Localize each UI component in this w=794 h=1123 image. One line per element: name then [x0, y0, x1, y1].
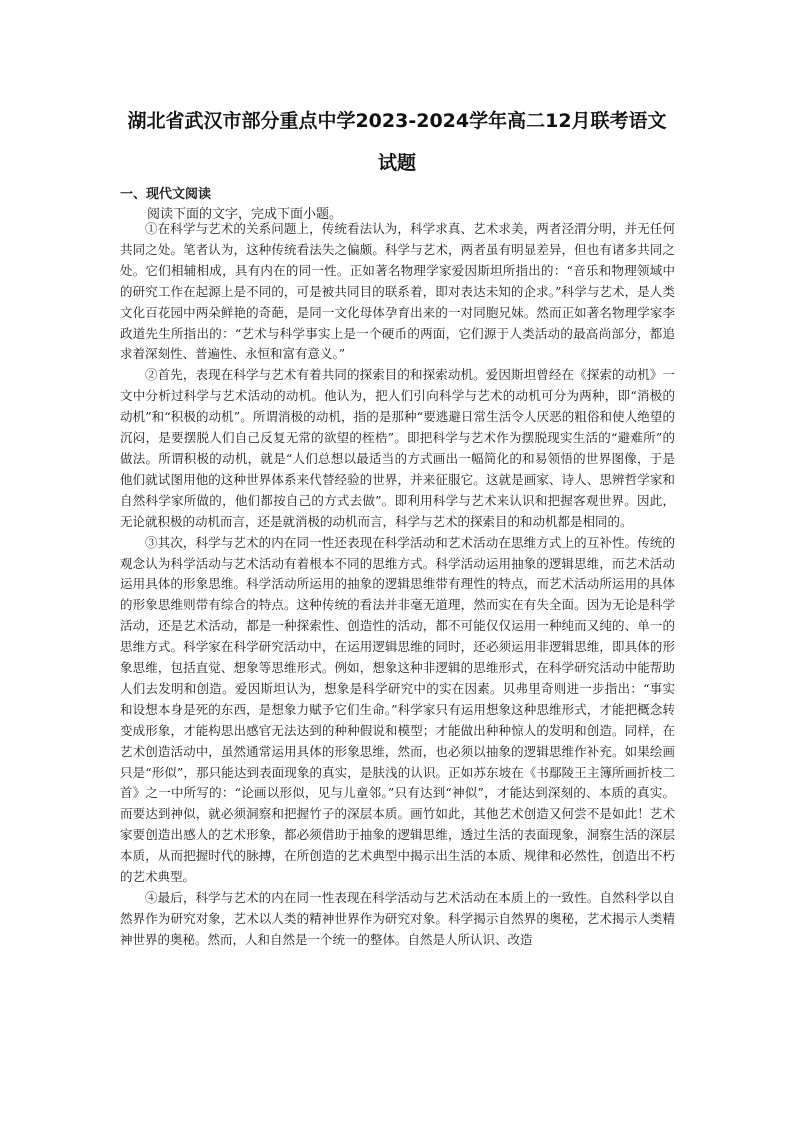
article-body — [120, 219, 675, 951]
paragraph-4: ④最后，科学与艺术的内在同一性表现在科学活动与艺术活动在本质上的一致性。自然科学以自然界作为研究对象，艺术以人类的精神世界作为研究对象。科学揭示自然界的奥秘，艺术揭示人类精神世界的奥秘。然而，人和自然是一个统一的整体。自然是人所认识、改造 — [120, 890, 675, 947]
paragraph-3: ③其次，科学与艺术的内在同一性还表现在科学活动和艺术活动在思维方式上的互补性。传统的观念认为科学活动与艺术活动有着根本不同的思维方式。科学活动运用抽象的逻辑思维，而艺术活动运用具体的形象思维。科学活动所运用的抽象的逻辑思维带有理性的特点，而艺术活动所运用的具体的形象思维则带有综合的特点。这种传统的看法并非毫无道理，然而实在有失全面。因为无论是科学活动，还是艺术活动，都是一种探索性、创造性的活动，都不可能仅仅运用一种纯而又纯的、单一的思维方式。科学家在科学研究活动中，在运用逻辑思维的同时，还必须运用非逻辑思维，即具体的形象思维，包括直觉、想象等思维形式。例如，想象这种非逻辑的思维形式，在科学研究活动中能帮助人们去发明和创造。爱因斯坦认为，想象是科学研究中的实在因素。贝弗里奇则进一步指出：“事实和设想本身是死的东西，是想象力赋予它们生命。”科学家只有运用想象这种思维形式，才能把概念转变成形象，才能构思出感官无法达到的种种假说和模型；才能做出种种惊人的发明和创造。同样，在艺术创造活动中，虽然通常运用具体的形象思维，然而，也必须以抽象的逻辑思维作补充。如果绘画只是“形似”，那只能达到表面现象的真实，是肤浅的认识。正如苏东坡在《书鄢陵王主簿所画折枝二首》之一中所写的：“论画以形似，见与儿童邻。”只有达到“神似”，才能达到深刻的、本质的真实。而要达到神似，就必须洞察和把握竹子的深层本质。画竹如此，其他艺术创造又何尝不是如此！艺术家要创造出感人的艺术形象，都必须借助于抽象的逻辑思维，透过生活的表面现象，洞察生活的深层本质，从而把握时代的脉搏，在所创造的艺术典型中揭示出生活的本质、规律和必然性，创造出不朽的艺术典型。 — [120, 534, 675, 885]
reading-instruction: 阅读下面的文字，完成下面小题。 — [147, 207, 343, 222]
document-title-continued: 试题 — [377, 152, 416, 174]
paragraph-1: ①在科学与艺术的关系问题上，传统看法认为，科学求真、艺术求美，两者泾渭分明，并无任何共同之处。笔者认为，这种传统看法失之偏颇。科学与艺术，两者虽有明显差异，但也有诸多共同之处。它们相辅相成，具有内在的同一性。正如著名物理学家爱因斯坦所指出的：“音乐和物理领域中的研究工作在起源上是不同的，可是被共同目的联系着，即对表达未知的企求。”科学与艺术，是人类文化百花园中两朵鲜艳的奇葩，是同一文化母体孕育出来的一对同胞兄妹。然而正如著名物理学家李政道先生所指出的：“艺术与科学事实上是一个硬币的两面，它们源于人类活动的最高尚部分，都追求着深刻性、普遍性、永恒和富有意义。” — [120, 221, 675, 362]
document-title: 湖北省武汉市部分重点中学2023-2024学年高二12月联考语文 — [127, 110, 667, 132]
paragraph-2: ②首先，表现在科学与艺术有着共同的探索目的和探索动机。爱因斯坦曾经在《探索的动机》一文中分析过科学与艺术活动的动机。他认为，把人们引向科学与艺术的动机可分为两种，即“消极的动机”和“积极的动机”。所谓消极的动机，指的是那种“要逃避日常生活令人厌恶的粗俗和使人绝望的沉闷，是要摆脱人们自己反复无常的欲望的桎梏”。即把科学与艺术作为摆脱现实生活的“避难所”的做法。所谓积极的动机，就是“人们总想以最适当的方式画出一幅简化的和易领悟的世界图像，于是他们就试图用他的这种世界体系来代替经验的世界，并来征服它。这就是画家、诗人、思辨哲学家和自然科学家所做的，他们都按自己的方式去做”。即利用科学与艺术来认识和把握客观世界。因此，无论就积极的动机而言，还是就消极的动机而言，科学与艺术的探索目的和动机都是相同的。 — [120, 367, 675, 529]
section-heading: 一、现代文阅读 — [120, 187, 212, 202]
